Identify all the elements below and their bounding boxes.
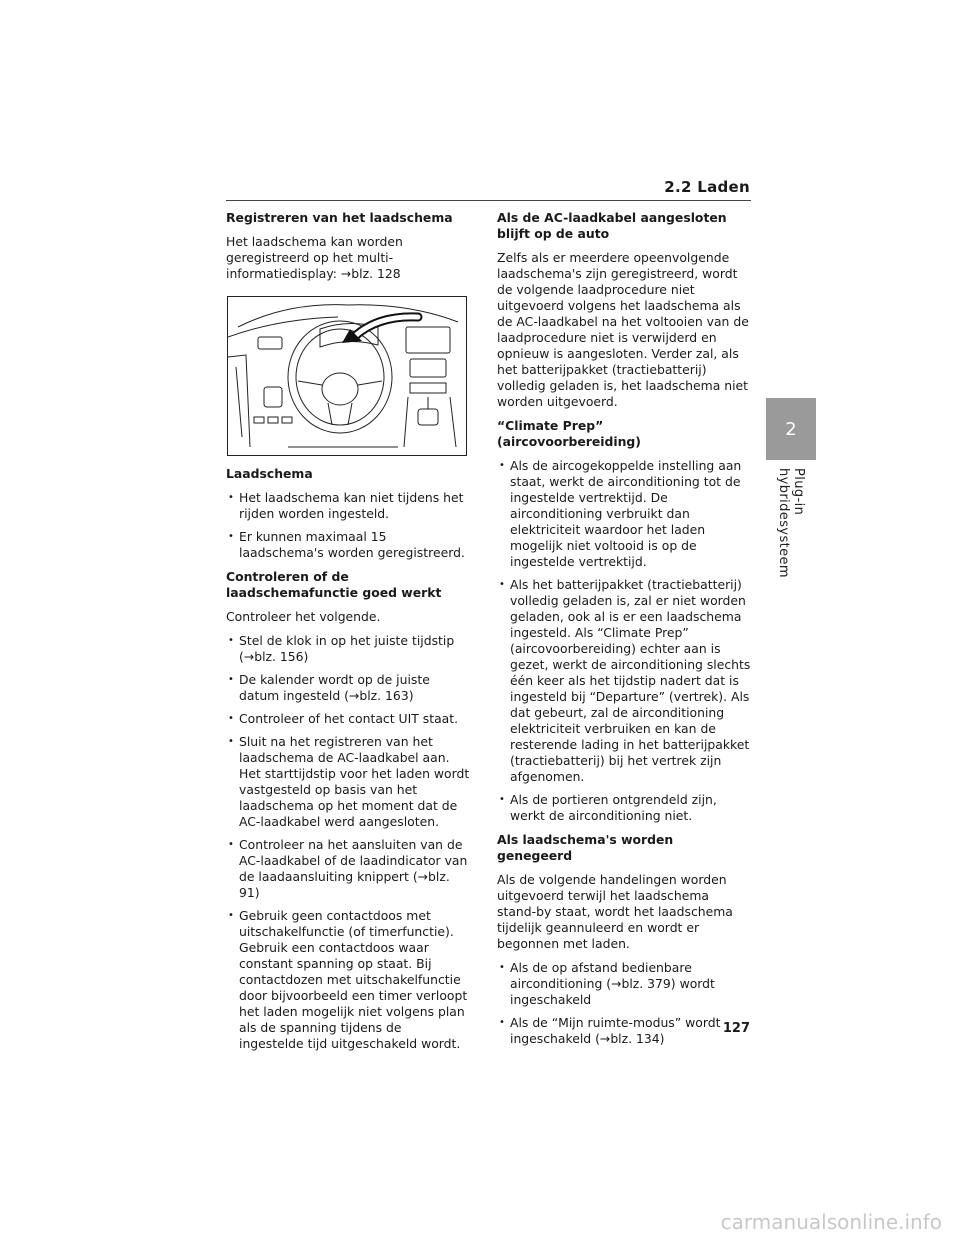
cancel-heading: Als laadschema's worden genegeerd	[497, 832, 674, 863]
right-column	[497, 210, 751, 1055]
cancel-text: Als de volgende handelingen worden uitgevoerd terwijl het laadschema stand-by staat, wordt het laadschema tijdelijk geannuleerd en wordt er begonnen met laden.	[497, 872, 733, 951]
list-item: • Als de op afstand bedienbare airconditioning (→blz. 379) wordt ingeschakeld	[497, 960, 751, 1008]
ac-text: Zelfs als er meerdere opeenvolgende laadschema's zijn geregistreerd, wordt de volgende laadprocedure niet uitgevoerd volgens het laadschema als de AC-laadkabel na het voltooien van de laadprocedure niet is verwijderd en opnieuw is aangesloten. Verder zal, als het batterijpakket (tractiebatterij) volledig geladen is, het laadschema niet worden uitgevoerd.	[497, 250, 749, 409]
list-item: • Als het batterijpakket (tractiebatterij) volledig geladen is, zal er niet worden geladen, ook al is er een laadschema ingesteld. Als “Climate Prep” (aircovoorbereiding) echter aan is gezet, werkt de airconditioning slechts één keer als het tijdstip nadert dat is ingesteld bij “Departure” (vertrek). Als dat gebeurt, zal de airconditioning elektriciteit verbruiken en kan de resterende lading in het batterijpakket (tractiebatterij) bij het vertrek zijn afgenomen.	[497, 577, 751, 785]
figure-caption: Laadschema	[226, 466, 313, 481]
list-item: • Als de portieren ontgrendeld zijn, werkt de airconditioning niet.	[497, 792, 751, 824]
chapter-tab	[766, 398, 816, 460]
list-item: • De kalender wordt op de juiste datum ingesteld (→blz. 163)	[226, 672, 470, 704]
laadschema-list	[226, 490, 470, 561]
list-item: • Stel de klok in op het juiste tijdstip (→blz. 156)	[226, 633, 470, 665]
list-item: • Sluit na het registreren van het laadschema de AC-laadkabel aan. Het starttijdstip voor het laden wordt vastgesteld op basis van het laadschema op het moment dat de AC-laadkabel werd aangesloten.	[226, 734, 470, 830]
list-item: • Gebruik geen contactdoos met uitschakelfunctie (of timerfunctie). Gebruik een contactdoos waar constant spanning op staat. Bij contactdozen met uitschakelfunctie door bijvoorbeeld een timer verloopt het laden mogelijk niet volgens plan als de spanning tijdens de ingestelde tijd uitgeschakeld wordt.	[226, 908, 470, 1052]
register-heading: Registreren van het laadschema	[226, 210, 453, 225]
chapter-number: 2	[785, 418, 797, 440]
cancel-list	[497, 960, 751, 1047]
climate-heading: “Climate Prep” (aircovoorbereiding)	[497, 418, 641, 449]
check-intro: Controleer het volgende.	[226, 609, 381, 624]
climate-list	[497, 458, 751, 824]
left-column	[226, 210, 470, 1060]
watermark: carmanualsonline.info	[720, 1210, 942, 1234]
check-heading: Controleren of de laadschemafunctie goed werkt	[226, 569, 442, 600]
section-title: 2.2 Laden	[664, 178, 750, 196]
list-item: • Controleer na het aansluiten van de AC-laadkabel of de laadindicator van de laadaansluiting knippert (→blz. 91)	[226, 837, 470, 901]
check-list	[226, 633, 470, 1052]
list-item: • Als de aircogekoppelde instelling aan staat, werkt de airconditioning tot de ingestelde vertrektijd. De airconditioning verbruikt dan elektriciteit waardoor het laden mogelijk niet voltooid is op de ingestelde vertrektijd.	[497, 458, 751, 570]
ac-heading: Als de AC-laadkabel aangesloten blijft op de auto	[497, 210, 727, 241]
chapter-label-text: Plug-in hybridesysteem	[776, 468, 806, 578]
list-item: • Het laadschema kan niet tijdens het rijden worden ingesteld.	[226, 490, 470, 522]
list-item: • Als de “Mijn ruimte-modus” wordt ingeschakeld (→blz. 134)	[497, 1015, 751, 1047]
chapter-label	[766, 468, 816, 628]
list-item: • Er kunnen maximaal 15 laadschema's worden geregistreerd.	[226, 529, 470, 561]
dashboard-drawing	[228, 297, 466, 455]
header-divider	[226, 200, 751, 201]
register-text: Het laadschema kan worden geregistreerd op het multi-informatiedisplay: →blz. 128	[226, 234, 403, 281]
list-item: • Controleer of het contact UIT staat.	[226, 711, 470, 727]
dashboard-illustration	[227, 296, 467, 456]
page-number: 127	[722, 1021, 750, 1036]
